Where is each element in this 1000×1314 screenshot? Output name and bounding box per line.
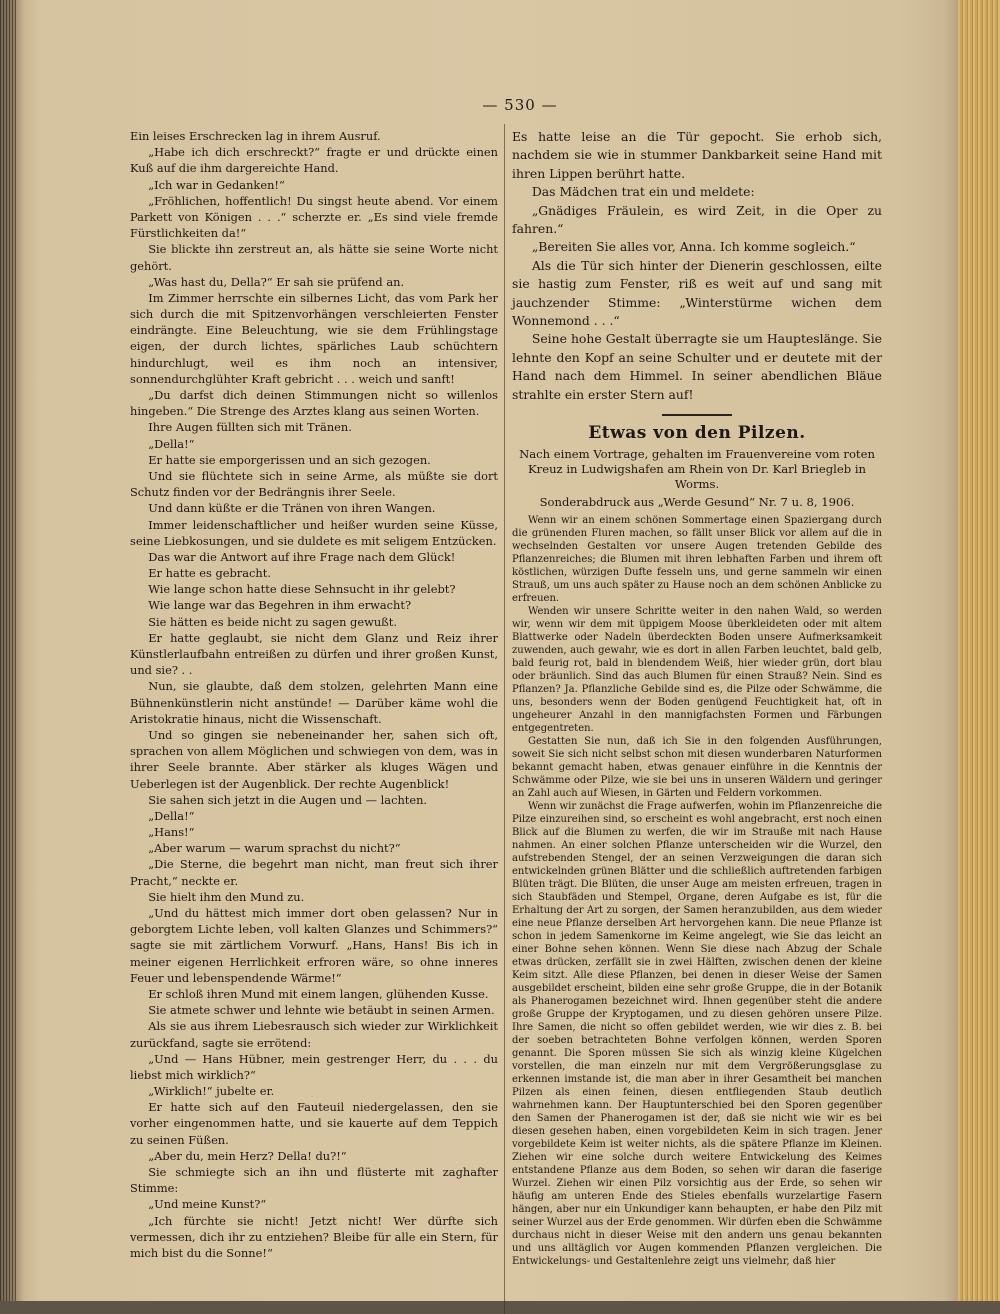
paragraph: Es hatte leise an die Tür gepocht. Sie erhob sich, nachdem sie wie in stummer Dankbarkeit seine Hand mit ihren Lippen berührt hatte.: [512, 129, 882, 181]
paragraph: Wie lange schon hatte diese Sehnsucht in ihr gelebt?: [148, 582, 456, 597]
paragraph: „Aber warum — warum sprachst du nicht?“: [148, 841, 401, 856]
paragraph: Sie schmiegte sich an ihn und flüsterte mit zaghafter Stimme:: [130, 1165, 498, 1196]
paragraph: Nun, sie glaubte, daß dem stolzen, gelehrten Mann eine Bühnenkünstlerin nicht anstünde! — Darüber käme wohl die Aristokratie hinaus, nicht die Wissenschaft.: [130, 679, 498, 726]
article-reprint-note: Sonderabdruck aus „Werde Gesund“ Nr. 7 u. 8, 1906.: [539, 494, 855, 509]
paragraph: Wenn wir zunächst die Frage aufwerfen, wohin im Pflanzenreiche die Pilze einzureihen sind, so erscheint es wohl angebracht, erst noch einen Blick auf die Blumen zu werfen, die wir im Strauße mit nach Hause nahmen. An einer solchen Pflanze unterscheiden wir die Wurzel, den aufstrebenden Stengel, der an seinen Verzweigungen die daran sich entwickelnden grünen Blätter und die schließlich auftretenden farbigen Blüten trägt. Die Blüten, die unser Auge am meisten erfreuen, tragen in sich Staubfäden und Stempel, Organe, deren Aufgabe es ist, für die Erhaltung der Art zu sorgen, der Samen heranzubilden, aus dem wieder eine neue Pflanze derselben Art hervorgehen kann. Die neue Pflanze ist schon in jedem Samenkorne im Keime angelegt, wie Sie das leicht an einer Bohne sehen können. Wenn Sie diese nach Abzug der Schale etwas drücken, zerfällt sie in zwei Hälften, zwischen denen der kleine Keim sitzt. Alle diese Pflanzen, bei denen in dieser Weise der Samen ausgebildet erscheint, bilden eine sehr große Gruppe, die in der Botanik als Phanerogamen bezeichnet wird. Ihnen gegenüber steht die andere große Gruppe der Kryptogamen, und zu diesen gehören unsere Pilze. Ihre Samen, die nicht so offen gebildet werden, wie wir dies z. B. bei der soeben betrachteten Bohne verfolgen können, werden Sporen genannt. Die Sporen müssen Sie sich als winzig kleine Kügelchen vorstellen, die man einzeln nur mit dem Vergrößerungsglase zu erkennen imstande ist, die man aber in ihrer Gesamtheit bei manchen Pilzen als einen feinen, diesen entfliegenden Staub deutlich wahrnehmen kann. Der Hauptunterschied bei den Sporen gegenüber den Samen der Phanerogamen ist der, daß sie nicht wie wir es bei diesen gesehen haben, einen vorgebildeten Keim in sich tragen. Jener vorgebildete Keim ist weiter nichts, als die spätere Pflanze im Kleinen. Ziehen wir eine solche durch weitere Entwickelung des Keimes entstandene Pflanze aus dem Boden, so sehen wir daran die faserige Wurzel. Ziehen wir einen Pilz vorsichtig aus der Erde, so sehen wir häufig am unteren Ende des Stieles ebenfalls wurzelartige Fasern hängen, aber nur ein Unkundiger kann behaupten, er habe den Pilz mit seiner Wurzel aus der Erde genommen. Wir dürfen eben die Schwämme durchaus nicht in dieser Weise mit den andern uns genau bekannten und uns alltäglich vor Augen kommenden Pflanzen vergleichen. Die Entwickelungs- und Gestaltenlehre zeigt uns vielmehr, daß hier: [512, 800, 882, 1267]
article-body: [512, 514, 882, 1268]
paragraph: Er schloß ihren Mund mit einem langen, glühenden Kusse.: [148, 986, 489, 1001]
paragraph: Als sie aus ihrem Liebesrausch sich wieder zur Wirklichkeit zurückfand, sagte sie errötend:: [130, 1019, 498, 1050]
article-separator: [662, 414, 732, 416]
paragraph: Und sie flüchtete sich in seine Arme, als müßte sie dort Schutz finden vor der Bedrängnis ihrer Seele.: [130, 468, 498, 500]
right-page-stack-edge: [958, 0, 1000, 1301]
story-continuation: [512, 128, 882, 404]
column-divider: [504, 124, 505, 1314]
paragraph: Sie blickte ihn zerstreut an, als hätte sie seine Worte nicht gehört.: [130, 242, 498, 273]
paragraph: „Ich fürchte sie nicht! Jetzt nicht! Wer dürfte sich vermessen, dich ihr zu entziehen? Bleibe für alle ein Stern, für mich bist du die Sonne!“: [130, 1213, 498, 1260]
paragraph: „Gnädiges Fräulein, es wird Zeit, in die Oper zu fahren.“: [512, 202, 882, 237]
paragraph: Er hatte sie emporgerissen und an sich gezogen.: [148, 452, 431, 467]
page-number: — 530 —: [482, 96, 558, 114]
paragraph: Ihre Augen füllten sich mit Tränen.: [148, 420, 352, 435]
paragraph: „Und meine Kunst?“: [148, 1197, 267, 1212]
paragraph: Er hatte es gebracht.: [148, 566, 271, 581]
paragraph: „Della!“: [148, 436, 195, 451]
paragraph: Das Mädchen trat ein und meldete:: [531, 184, 755, 200]
paragraph: Und dann küßte er die Tränen von ihren Wangen.: [148, 501, 436, 516]
paragraph: Immer leidenschaftlicher und heißer wurden seine Küsse, seine Liebkosungen, und sie duldete es mit seligem Entzücken.: [130, 517, 498, 548]
paragraph: „Die Sterne, die begehrt man nicht, man freut sich ihrer Pracht,“ neckte er.: [130, 857, 498, 888]
paragraph: Ein leises Erschrecken lag in ihrem Ausruf.: [130, 129, 381, 143]
paragraph: Im Zimmer herrschte ein silbernes Licht, das vom Park her sich durch die mit Spitzenvorhängen verschleierten Fenster eindrängte. Eine Beleuchtung, wie sie dem Frühlingstage eigen, der durch lichtes, spärliches Laub schüchtern hindurchlugt, weil es ihm noch an intensiver, sonnendurchglühter Kraft gebricht . . . weich und sanft!: [130, 290, 498, 386]
paragraph: „Ich war in Gedanken!“: [148, 177, 285, 192]
paragraph: „Fröhlichen, hoffentlich! Du singst heute abend. Vor einem Parkett von Königen . . .“ scherzte er. „Es sind viele fremde Fürstlichkeiten da!“: [130, 193, 498, 241]
article-intro: Nach einem Vortrage, gehalten im Frauenvereine vom roten Kreuz in Ludwigshafen am Rhein von Dr. Karl Briegleb in Worms.: [519, 446, 875, 491]
paragraph: Gestatten Sie nun, daß ich Sie in den folgenden Ausführungen, soweit Sie sich nicht selbst schon mit diesen wunderbaren Naturformen bekannt gemacht haben, etwas genauer einführe in die Kenntnis der Schwämme oder Pilze, wie sie bei uns in unseren Wäldern und geringer an Zahl auch auf Wiesen, in Gärten und Feldern vorkommen.: [512, 735, 882, 799]
paragraph: Seine hohe Gestalt überragte sie um Haupteslänge. Sie lehnte den Kopf an seine Schulter und er deutete mit der Hand nach dem Himmel. In seiner abendlichen Bläue strahlte ein erster Stern auf!: [512, 331, 882, 402]
paragraph: „Und du hättest mich immer dort oben gelassen? Nur in geborgtem Lichte leben, voll kalten Glanzes und Schimmers?“ sagte sie mit zärtlichem Vorwurf. „Hans, Hans! Bis ich in meiner eigenen Herrlichkeit erfroren wäre, so ohne inneres Feuer und lebenspendende Wärme!“: [130, 906, 498, 985]
article-title: Etwas von den Pilzen.: [588, 423, 806, 444]
paragraph: „Bereiten Sie alles vor, Anna. Ich komme sogleich.“: [531, 239, 856, 255]
paragraph: „Wirklich!“ jubelte er.: [148, 1084, 275, 1099]
paragraph: Sie sahen sich jetzt in die Augen und — lachten.: [148, 792, 428, 807]
left-page-stack-edge: [0, 0, 16, 1301]
paragraph: Sie hielt ihm den Mund zu.: [148, 889, 305, 904]
paragraph: „Und — Hans Hübner, mein gestrenger Herr, du . . . du liebst mich wirklich?“: [130, 1051, 498, 1082]
paragraph: „Habe ich dich erschreckt?“ fragte er und drückte einen Kuß auf die ihm dargereichte Hand.: [130, 145, 498, 176]
paragraph: „Aber du, mein Herz? Della! du?!“: [148, 1148, 347, 1163]
paragraph: Er hatte geglaubt, sie nicht dem Glanz und Reiz ihrer Künstlerlaufbahn entreißen zu dürfen und ihrer großen Kunst, und sie? . .: [130, 630, 498, 678]
left-column: [130, 128, 498, 1261]
paragraph: Und so gingen sie nebeneinander her, sahen sich oft, sprachen von allem Möglichen und schwiegen von dem, was in ihrer Seele brannte. Aber stärker als kluges Wägen und Ueberlegen ist der Augenblick. Der rechte Augenblick!: [130, 727, 498, 791]
paragraph: Wenden wir unsere Schritte weiter in den nahen Wald, so werden wir, wenn wir dem mit üppigem Moose überkleideten oder mit altem Blattwerke oder Nadeln überdeckten Boden unsere Aufmerksamkeit zuwenden, auch gewahr, wie es dort in allen Farben leuchtet, bald gelb, bald feurig rot, bald in blendendem Weiß, hier wieder grün, dort blau oder bräunlich. Sind das auch Blumen für einen Strauß? Nein. Sind es Pflanzen? Ja. Pflanzliche Gebilde sind es, die Pilze oder Schwämme, die uns, besonders wenn der Boden genügend Feuchtigkeit hat, oft in ungeheurer Anzahl in den mannigfachsten Formen und Färbungen entgegentreten.: [512, 605, 882, 734]
paragraph: „Della!“: [148, 808, 195, 823]
paragraph: Sie atmete schwer und lehnte wie betäubt in seinen Armen.: [148, 1003, 495, 1018]
paragraph: „Was hast du, Della?“ Er sah sie prüfend an.: [148, 274, 405, 289]
paragraph: Als die Tür sich hinter der Dienerin geschlossen, eilte sie hastig zum Fenster, riß es weit auf und sang mit jauchzender Stimme: „Winterstürme wichen dem Wonnemond . . .“: [512, 257, 882, 329]
paragraph: Wie lange war das Begehren in ihm erwacht?: [148, 598, 412, 613]
paragraph: Wenn wir an einem schönen Sommertage einen Spaziergang durch die grünenden Fluren machen, so fällt unser Blick vor allem auf die in wechselnden Gestalten vor unsere Augen tretenden Gebilde des Pflanzenreiches; die Blumen mit ihren lebhaften Farben und ihrem oft köstlichen, würzigen Dufte fesseln uns, und gerne sammeln wir einen Strauß, um uns auch später zu Hause noch an dem schönen Anblicke zu erfreuen.: [512, 514, 882, 604]
paragraph: „Hans!“: [148, 825, 195, 840]
paragraph: Das war die Antwort auf ihre Frage nach dem Glück!: [148, 549, 456, 564]
paragraph: Er hatte sich auf den Fauteuil niedergelassen, den sie vorher eingenommen hatte, und sie kauerte auf dem Teppich zu seinen Füßen.: [130, 1100, 498, 1147]
right-column: [512, 128, 882, 1268]
paragraph: Sie hätten es beide nicht zu sagen gewußt.: [148, 614, 397, 629]
paragraph: „Du darfst dich deinen Stimmungen nicht so willenlos hingeben.“ Die Strenge des Arztes klang aus seinen Worten.: [130, 388, 498, 419]
